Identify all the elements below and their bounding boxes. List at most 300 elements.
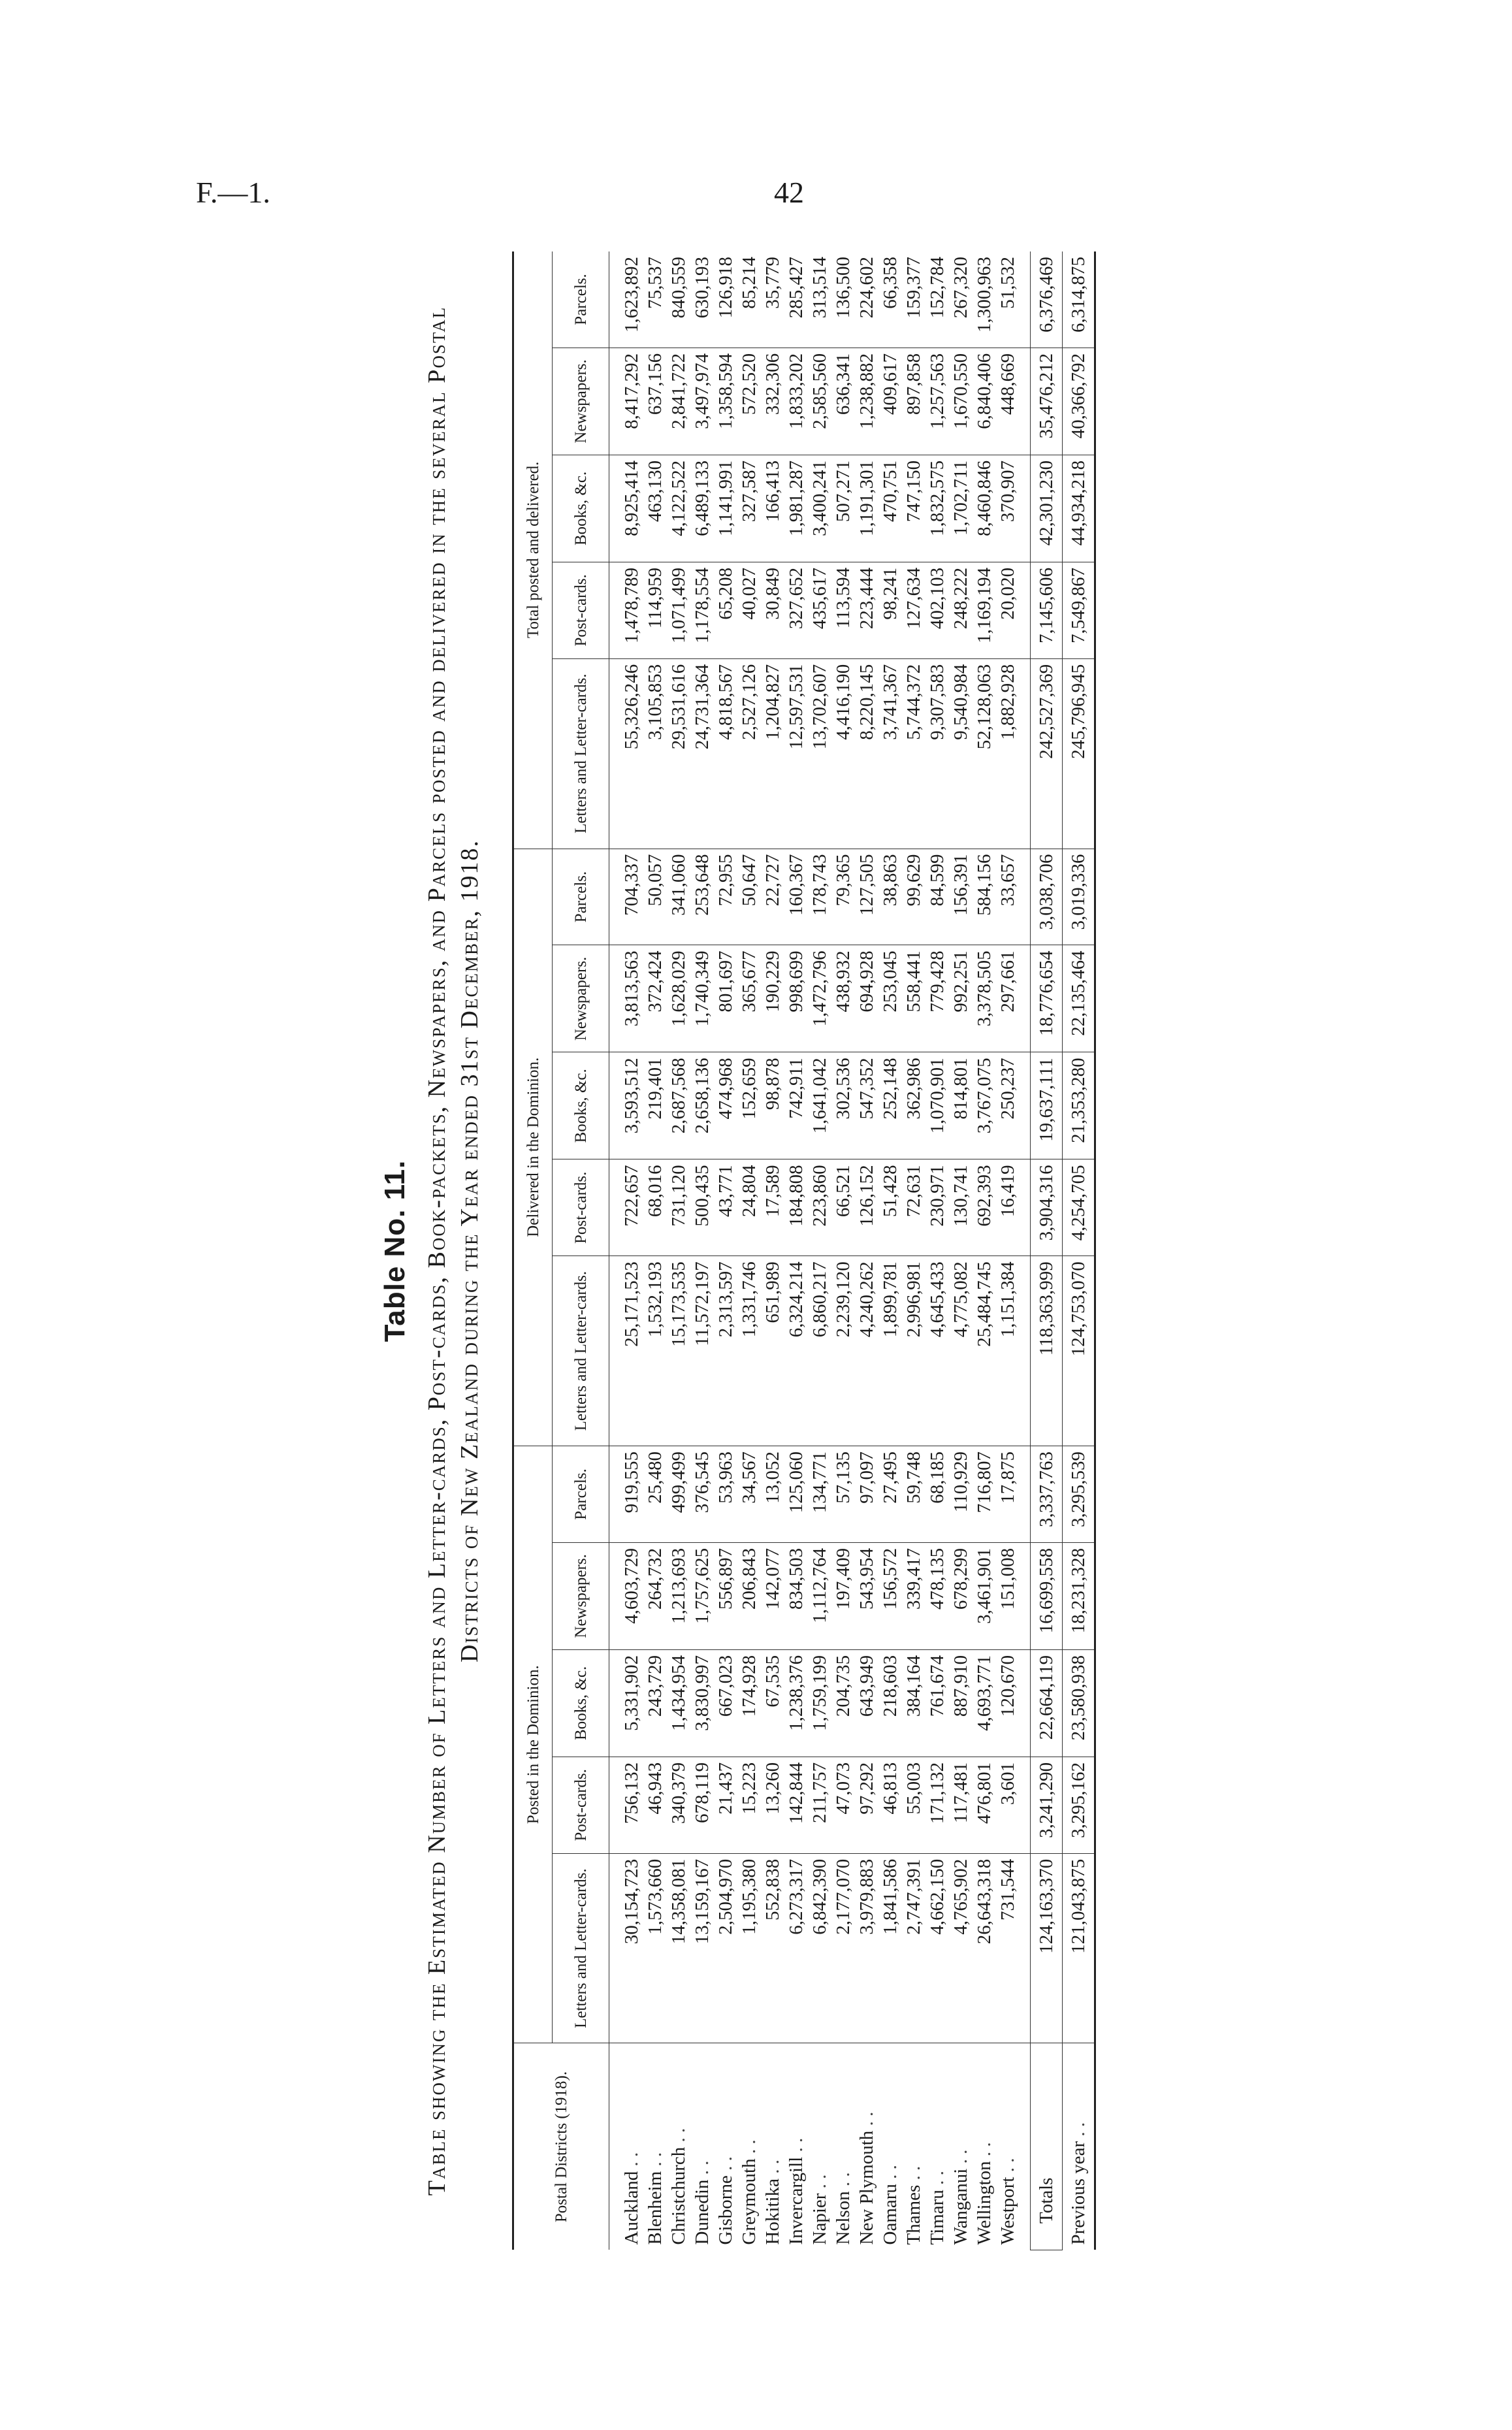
- table-cell: 113,594: [831, 562, 855, 658]
- table-body: [609, 251, 1031, 2250]
- district-name: Gisborne . .: [714, 2043, 737, 2250]
- table-cell: 14,358,081: [667, 1853, 690, 2043]
- col-header-newspapers: Newspapers.: [553, 348, 609, 455]
- table-cell: 17,589: [761, 1159, 784, 1256]
- table-cell: 117,481: [949, 1757, 973, 1853]
- table-cell: 53,963: [714, 1446, 737, 1543]
- table-cell: 13,159,167: [690, 1853, 714, 2043]
- table-cell: 6,489,133: [690, 455, 714, 562]
- table-cell: 704,337: [609, 849, 644, 945]
- table-cell: 1,358,594: [714, 348, 737, 455]
- table-cell: 1,478,789: [609, 562, 644, 658]
- table-cell: 35,779: [761, 251, 784, 348]
- table-cell: 156,572: [878, 1542, 902, 1649]
- table-cell: 1,623,892: [609, 251, 644, 348]
- table-cell: 313,514: [808, 251, 831, 348]
- table-cell: 51,532: [996, 251, 1031, 348]
- table-cell: 253,648: [690, 849, 714, 945]
- previous-cell: 23,580,938: [1063, 1649, 1095, 1757]
- table-cell: 4,818,567: [714, 658, 737, 849]
- table-cell: 2,177,070: [831, 1853, 855, 2043]
- table-cell: 1,833,202: [784, 348, 808, 455]
- table-cell: 99,629: [902, 849, 925, 945]
- table-cell: 57,135: [831, 1446, 855, 1543]
- table-cell: 6,840,406: [973, 348, 996, 455]
- table-cell: 919,555: [609, 1446, 644, 1543]
- col-header-books: Books, &c.: [553, 1649, 609, 1757]
- table-cell: 1,238,376: [784, 1649, 808, 1757]
- table-number: Table No. 11.: [379, 1159, 411, 1342]
- table-cell: 1,434,954: [667, 1649, 690, 1757]
- table-cell: 3,461,901: [973, 1542, 996, 1649]
- table-row: [973, 251, 996, 2250]
- table-cell: 125,060: [784, 1446, 808, 1543]
- table-cell: 6,324,214: [784, 1256, 808, 1446]
- table-cell: 20,020: [996, 562, 1031, 658]
- district-name: Wanganui . .: [949, 2043, 973, 2250]
- table-cell: 801,697: [714, 945, 737, 1052]
- table-cell: 224,602: [855, 251, 878, 348]
- table-cell: 3,601: [996, 1757, 1031, 1853]
- table-cell: 3,813,563: [609, 945, 644, 1052]
- table-cell: 1,759,199: [808, 1649, 831, 1757]
- table-cell: 1,532,193: [643, 1256, 667, 1446]
- table-cell: 13,260: [761, 1757, 784, 1853]
- table-cell: 55,003: [902, 1757, 925, 1853]
- table-cell: 341,060: [667, 849, 690, 945]
- table-cell: 1,204,827: [761, 658, 784, 849]
- table-cell: 1,628,029: [667, 945, 690, 1052]
- postal-statistics-table: [512, 251, 1096, 2250]
- table-cell: 4,416,190: [831, 658, 855, 849]
- table-cell: 2,239,120: [831, 1256, 855, 1446]
- previous-cell: 124,753,070: [1063, 1256, 1095, 1446]
- table-cell: 13,702,607: [808, 658, 831, 849]
- totals-cell: 7,145,606: [1031, 562, 1063, 658]
- totals-cell: 16,699,558: [1031, 1542, 1063, 1649]
- group-header-total: Total posted and delivered.: [513, 251, 553, 849]
- district-name: Christchurch . .: [667, 2043, 690, 2250]
- table-cell: 1,981,287: [784, 455, 808, 562]
- totals-section: [1031, 251, 1063, 2250]
- table-cell: 722,657: [609, 1159, 644, 1256]
- table-cell: 30,849: [761, 562, 784, 658]
- table-cell: 4,645,433: [925, 1256, 949, 1446]
- table-cell: 678,119: [690, 1757, 714, 1853]
- district-name: Auckland . .: [609, 2043, 644, 2250]
- table-cell: 211,757: [808, 1757, 831, 1853]
- table-cell: 114,959: [643, 562, 667, 658]
- table-cell: 21,437: [714, 1757, 737, 1853]
- table-cell: 897,858: [902, 348, 925, 455]
- table-cell: 3,830,997: [690, 1649, 714, 1757]
- table-cell: 1,169,194: [973, 562, 996, 658]
- col-header-newspapers: Newspapers.: [553, 1542, 609, 1649]
- col-header-letters: Letters and Letter-cards.: [553, 1256, 609, 1446]
- table-cell: 97,097: [855, 1446, 878, 1543]
- table-cell: 692,393: [973, 1159, 996, 1256]
- previous-cell: 40,366,792: [1063, 348, 1095, 455]
- district-name: Nelson . .: [831, 2043, 855, 2250]
- table-cell: 1,757,625: [690, 1542, 714, 1649]
- table-cell: 552,838: [761, 1853, 784, 2043]
- page-number: 42: [774, 176, 804, 209]
- table-cell: 26,643,318: [973, 1853, 996, 2043]
- table-cell: 248,222: [949, 562, 973, 658]
- table-cell: 17,875: [996, 1446, 1031, 1543]
- table-cell: 25,484,745: [973, 1256, 996, 1446]
- table-cell: 476,801: [973, 1757, 996, 1853]
- previous-cell: 4,254,705: [1063, 1159, 1095, 1256]
- table-cell: 731,544: [996, 1853, 1031, 2043]
- previous-cell: 3,019,336: [1063, 849, 1095, 945]
- table-cell: 65,208: [714, 562, 737, 658]
- table-cell: 5,331,902: [609, 1649, 644, 1757]
- table-cell: 152,659: [737, 1052, 761, 1159]
- table-cell: 3,767,075: [973, 1052, 996, 1159]
- table-cell: 184,808: [784, 1159, 808, 1256]
- previous-cell: 7,549,867: [1063, 562, 1095, 658]
- table-cell: 2,841,722: [667, 348, 690, 455]
- totals-cell: 242,527,369: [1031, 658, 1063, 849]
- previous-cell: 22,135,464: [1063, 945, 1095, 1052]
- table-cell: 761,674: [925, 1649, 949, 1757]
- table-cell: 46,943: [643, 1757, 667, 1853]
- table-cell: 327,652: [784, 562, 808, 658]
- table-row: [808, 251, 831, 2250]
- table-cell: 52,128,063: [973, 658, 996, 849]
- table-cell: 8,460,846: [973, 455, 996, 562]
- totals-cell: 18,776,654: [1031, 945, 1063, 1052]
- previous-cell: 3,295,162: [1063, 1757, 1095, 1853]
- table-cell: 463,130: [643, 455, 667, 562]
- table-cell: 558,441: [902, 945, 925, 1052]
- table-cell: 4,775,082: [949, 1256, 973, 1446]
- table-row: [925, 251, 949, 2250]
- table-cell: 4,122,522: [667, 455, 690, 562]
- table-row: [855, 251, 878, 2250]
- table-cell: 4,765,902: [949, 1853, 973, 2043]
- col-header-parcels: Parcels.: [553, 1446, 609, 1543]
- table-cell: 79,365: [831, 849, 855, 945]
- previous-cell: 3,295,539: [1063, 1446, 1095, 1543]
- table-cell: 814,801: [949, 1052, 973, 1159]
- table-cell: 72,955: [714, 849, 737, 945]
- totals-cell: 3,241,290: [1031, 1757, 1063, 1853]
- district-name: Oamaru . .: [878, 2043, 902, 2250]
- col-header-postcards: Post-cards.: [553, 1757, 609, 1853]
- totals-cell: 6,376,469: [1031, 251, 1063, 348]
- totals-label: Totals: [1031, 2043, 1063, 2250]
- table-cell: 3,378,505: [973, 945, 996, 1052]
- table-cell: 1,882,928: [996, 658, 1031, 849]
- district-name: Greymouth . .: [737, 2043, 761, 2250]
- table-row: [714, 251, 737, 2250]
- previous-cell: 21,353,280: [1063, 1052, 1095, 1159]
- table-cell: 543,954: [855, 1542, 878, 1649]
- table-cell: 252,148: [878, 1052, 902, 1159]
- previous-year-section: [1063, 251, 1095, 2250]
- table-cell: 731,120: [667, 1159, 690, 1256]
- table-cell: 2,313,597: [714, 1256, 737, 1446]
- table-cell: 24,731,364: [690, 658, 714, 849]
- rotated-table-page: [379, 251, 1359, 2250]
- table-cell: 25,171,523: [609, 1256, 644, 1446]
- table-cell: 98,878: [761, 1052, 784, 1159]
- table-cell: 264,732: [643, 1542, 667, 1649]
- page-identifier: F.—1.: [196, 176, 270, 209]
- table-cell: 29,531,616: [667, 658, 690, 849]
- table-cell: 2,504,970: [714, 1853, 737, 2043]
- totals-cell: 118,363,999: [1031, 1256, 1063, 1446]
- table-cell: 1,702,711: [949, 455, 973, 562]
- table-cell: 230,971: [925, 1159, 949, 1256]
- table-cell: 24,804: [737, 1159, 761, 1256]
- col-header-letters: Letters and Letter-cards.: [553, 1853, 609, 2043]
- col-header-postcards: Post-cards.: [553, 1159, 609, 1256]
- table-cell: 43,771: [714, 1159, 737, 1256]
- table-row: [667, 251, 690, 2250]
- table-cell: 384,164: [902, 1649, 925, 1757]
- table-row: [878, 251, 902, 2250]
- table-cell: 4,662,150: [925, 1853, 949, 2043]
- table-cell: 134,771: [808, 1446, 831, 1543]
- table-row: [784, 251, 808, 2250]
- table-cell: 716,807: [973, 1446, 996, 1543]
- table-cell: 409,617: [878, 348, 902, 455]
- table-cell: 46,813: [878, 1757, 902, 1853]
- table-title: Table showing the Estimated Number of Letters and Letter-cards, Post-cards, Book-packets, Newspapers, and Parcels posted and delivered in the several Postal Districts of New Zealand during the Year ended 31st December, 1918.: [423, 306, 483, 2196]
- table-row: [902, 251, 925, 2250]
- table-cell: 51,428: [878, 1159, 902, 1256]
- table-cell: 152,784: [925, 251, 949, 348]
- table-cell: 55,326,246: [609, 658, 644, 849]
- table-row: [690, 251, 714, 2250]
- table-cell: 756,132: [609, 1757, 644, 1853]
- table-cell: 72,631: [902, 1159, 925, 1256]
- table-cell: 435,617: [808, 562, 831, 658]
- table-cell: 1,191,301: [855, 455, 878, 562]
- table-cell: 887,910: [949, 1649, 973, 1757]
- table-row: [609, 251, 644, 2250]
- table-cell: 159,377: [902, 251, 925, 348]
- table-cell: 33,657: [996, 849, 1031, 945]
- district-name: Napier . .: [808, 2043, 831, 2250]
- table-cell: 3,400,241: [808, 455, 831, 562]
- table-cell: 12,597,531: [784, 658, 808, 849]
- table-cell: 651,989: [761, 1256, 784, 1446]
- table-cell: 136,500: [831, 251, 855, 348]
- table-cell: 120,670: [996, 1649, 1031, 1757]
- totals-cell: 42,301,230: [1031, 455, 1063, 562]
- table-cell: 547,352: [855, 1052, 878, 1159]
- table-cell: 97,292: [855, 1757, 878, 1853]
- table-cell: 992,251: [949, 945, 973, 1052]
- table-cell: 4,693,771: [973, 1649, 996, 1757]
- table-cell: 25,480: [643, 1446, 667, 1543]
- totals-cell: 3,904,316: [1031, 1159, 1063, 1256]
- table-cell: 8,220,145: [855, 658, 878, 849]
- table-cell: 2,658,136: [690, 1052, 714, 1159]
- table-cell: 13,052: [761, 1446, 784, 1543]
- table-cell: 66,521: [831, 1159, 855, 1256]
- table-cell: 584,156: [973, 849, 996, 945]
- table-cell: 1,641,042: [808, 1052, 831, 1159]
- table-cell: 6,860,217: [808, 1256, 831, 1446]
- table-cell: 15,173,535: [667, 1256, 690, 1446]
- totals-cell: 3,337,763: [1031, 1446, 1063, 1543]
- table-cell: 840,559: [667, 251, 690, 348]
- table-cell: 1,832,575: [925, 455, 949, 562]
- table-cell: 67,535: [761, 1649, 784, 1757]
- previous-year-label: Previous year . .: [1063, 2043, 1095, 2250]
- table-cell: 130,741: [949, 1159, 973, 1256]
- table-cell: 243,729: [643, 1649, 667, 1757]
- district-name: Wellington . .: [973, 2043, 996, 2250]
- totals-cell: 19,637,111: [1031, 1052, 1063, 1159]
- table-cell: 75,537: [643, 251, 667, 348]
- table-cell: 6,273,317: [784, 1853, 808, 2043]
- table-cell: 998,699: [784, 945, 808, 1052]
- col-header-books: Books, &c.: [553, 455, 609, 562]
- table-cell: 4,240,262: [855, 1256, 878, 1446]
- table-cell: 8,925,414: [609, 455, 644, 562]
- table-cell: 302,536: [831, 1052, 855, 1159]
- table-cell: 253,045: [878, 945, 902, 1052]
- previous-cell: 121,043,875: [1063, 1853, 1095, 2043]
- table-cell: 223,860: [808, 1159, 831, 1256]
- table-cell: 126,918: [714, 251, 737, 348]
- table-row: [831, 251, 855, 2250]
- table-cell: 47,073: [831, 1757, 855, 1853]
- district-name: Invercargill . .: [784, 2043, 808, 2250]
- table-cell: 38,863: [878, 849, 902, 945]
- table-cell: 438,932: [831, 945, 855, 1052]
- table-cell: 250,237: [996, 1052, 1031, 1159]
- previous-year-row: [1063, 251, 1095, 2250]
- table-cell: 1,740,349: [690, 945, 714, 1052]
- col-header-parcels: Parcels.: [553, 849, 609, 945]
- table-row: [737, 251, 761, 2250]
- table-cell: 470,751: [878, 455, 902, 562]
- table-cell: 1,670,550: [949, 348, 973, 455]
- table-cell: 6,842,390: [808, 1853, 831, 2043]
- table-cell: 779,428: [925, 945, 949, 1052]
- table-cell: 204,735: [831, 1649, 855, 1757]
- table-cell: 84,599: [925, 849, 949, 945]
- table-cell: 127,505: [855, 849, 878, 945]
- table-cell: 98,241: [878, 562, 902, 658]
- table-cell: 50,057: [643, 849, 667, 945]
- table-cell: 218,603: [878, 1649, 902, 1757]
- table-cell: 340,379: [667, 1757, 690, 1853]
- table-cell: 156,391: [949, 849, 973, 945]
- table-cell: 1,841,586: [878, 1853, 902, 2043]
- table-cell: 16,419: [996, 1159, 1031, 1256]
- table-cell: 110,929: [949, 1446, 973, 1543]
- table-cell: 160,367: [784, 849, 808, 945]
- table-cell: 742,911: [784, 1052, 808, 1159]
- table-cell: 142,077: [761, 1542, 784, 1649]
- table-cell: 2,747,391: [902, 1853, 925, 2043]
- col-header-postcards: Post-cards.: [553, 562, 609, 658]
- table-titles: [379, 251, 486, 2250]
- previous-cell: 18,231,328: [1063, 1542, 1095, 1649]
- table-cell: 370,907: [996, 455, 1031, 562]
- table-row: [643, 251, 667, 2250]
- table-cell: 339,417: [902, 1542, 925, 1649]
- table-cell: 2,585,560: [808, 348, 831, 455]
- table-cell: 66,358: [878, 251, 902, 348]
- table-cell: 219,401: [643, 1052, 667, 1159]
- table-cell: 1,573,660: [643, 1853, 667, 2043]
- table-cell: 643,949: [855, 1649, 878, 1757]
- table-cell: 3,593,512: [609, 1052, 644, 1159]
- group-header-delivered: Delivered in the Dominion.: [513, 849, 553, 1446]
- table-cell: 474,968: [714, 1052, 737, 1159]
- col-header-newspapers: Newspapers.: [553, 945, 609, 1052]
- col-header-parcels: Parcels.: [553, 251, 609, 348]
- table-cell: 174,928: [737, 1649, 761, 1757]
- table-cell: 30,154,723: [609, 1853, 644, 2043]
- table-cell: 2,527,126: [737, 658, 761, 849]
- table-row: [761, 251, 784, 2250]
- table-cell: 667,023: [714, 1649, 737, 1757]
- table-cell: 478,135: [925, 1542, 949, 1649]
- col-header-letters: Letters and Letter-cards.: [553, 658, 609, 849]
- table-cell: 362,986: [902, 1052, 925, 1159]
- table-cell: 267,320: [949, 251, 973, 348]
- table-cell: 1,300,963: [973, 251, 996, 348]
- table-cell: 11,572,197: [690, 1256, 714, 1446]
- table-cell: 1,070,901: [925, 1052, 949, 1159]
- previous-cell: 44,934,218: [1063, 455, 1095, 562]
- table-cell: 1,178,554: [690, 562, 714, 658]
- table-row: [949, 251, 973, 2250]
- table-cell: 1,112,764: [808, 1542, 831, 1649]
- district-name: Dunedin . .: [690, 2043, 714, 2250]
- table-cell: 500,435: [690, 1159, 714, 1256]
- table-cell: 630,193: [690, 251, 714, 348]
- table-cell: 572,520: [737, 348, 761, 455]
- group-header-posted: Posted in the Dominion.: [513, 1446, 553, 2043]
- totals-cell: 3,038,706: [1031, 849, 1063, 945]
- table-cell: 1,472,796: [808, 945, 831, 1052]
- district-name: Thames . .: [902, 2043, 925, 2250]
- table-cell: 127,634: [902, 562, 925, 658]
- table-cell: 3,105,853: [643, 658, 667, 849]
- table-cell: 171,132: [925, 1757, 949, 1853]
- table-cell: 1,141,991: [714, 455, 737, 562]
- table-cell: 40,027: [737, 562, 761, 658]
- table-cell: 151,008: [996, 1542, 1031, 1649]
- table-cell: 1,071,499: [667, 562, 690, 658]
- table-cell: 1,195,380: [737, 1853, 761, 2043]
- table-cell: 15,223: [737, 1757, 761, 1853]
- table-cell: 206,843: [737, 1542, 761, 1649]
- table-cell: 834,503: [784, 1542, 808, 1649]
- table-cell: 8,417,292: [609, 348, 644, 455]
- table-cell: 2,996,981: [902, 1256, 925, 1446]
- table-header: [513, 251, 609, 2250]
- table-cell: 68,185: [925, 1446, 949, 1543]
- district-name: New Plymouth . .: [855, 2043, 878, 2250]
- table-cell: 2,687,568: [667, 1052, 690, 1159]
- table-cell: 556,897: [714, 1542, 737, 1649]
- totals-cell: 124,163,370: [1031, 1853, 1063, 2043]
- table-cell: 637,156: [643, 348, 667, 455]
- table-cell: 85,214: [737, 251, 761, 348]
